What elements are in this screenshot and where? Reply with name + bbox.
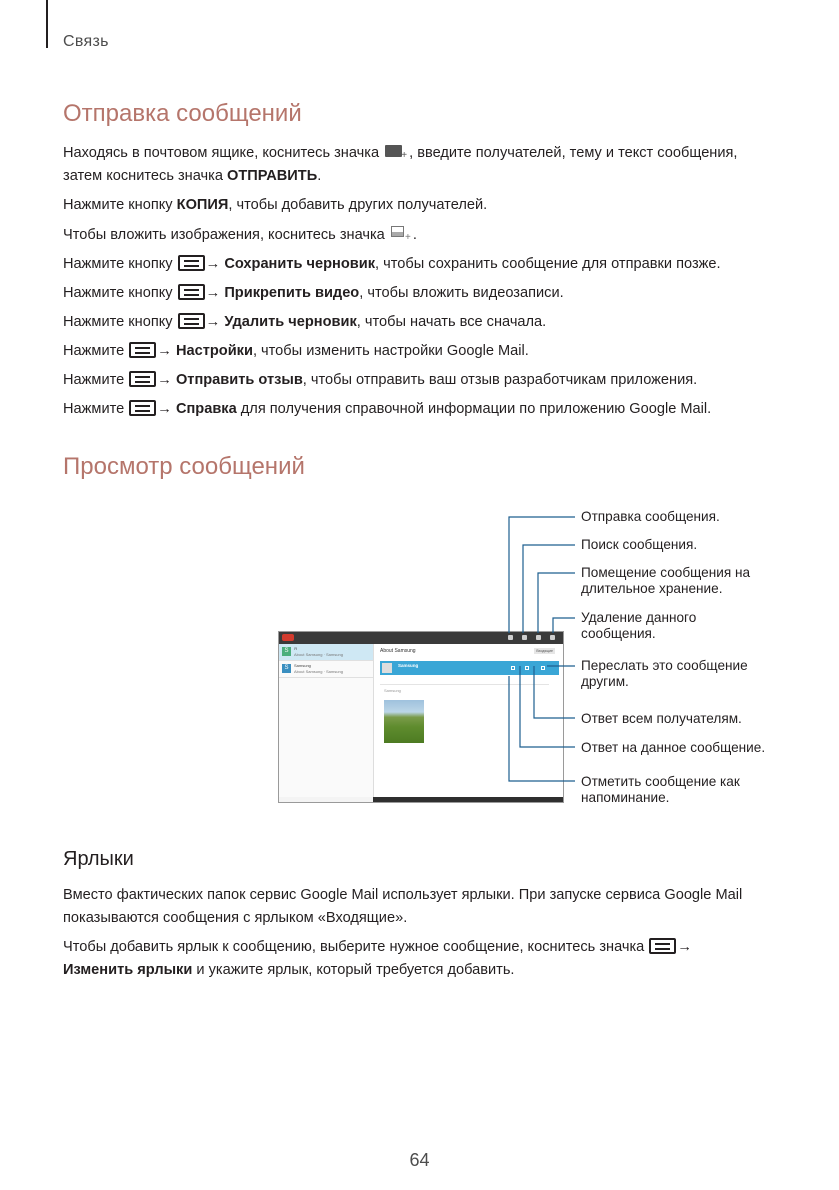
- message-subject: About Samsung: [380, 648, 416, 654]
- attach-image-icon: +: [391, 225, 411, 243]
- labels-title: Ярлыки: [63, 848, 134, 870]
- compose-icon: +: [385, 143, 407, 161]
- list-item[interactable]: S Я About Samsung · Samsung: [279, 644, 373, 661]
- callout-line-send: [509, 517, 575, 633]
- inbox-label[interactable]: Входящие: [536, 649, 553, 653]
- callout-forward: Переслать это сообщение другим.: [581, 658, 748, 689]
- send-line-5: Нажмите кнопку → Сохранить черновик, чтобы сохранить сообщение для отправки позже.: [63, 256, 721, 272]
- send-line-2: затем коснитесь значка ОТПРАВИТЬ.: [63, 168, 322, 184]
- callout-reply-all: Ответ всем получателям.: [581, 711, 742, 726]
- labels-para-1-line-2: показываются сообщения с ярлыком «Входящие».: [63, 910, 408, 926]
- callout-line-search: [523, 545, 575, 633]
- send-line-8: Нажмите → Настройки, чтобы изменить настройки Google Mail.: [63, 343, 529, 359]
- callout-line-reply-all: [534, 666, 575, 718]
- callout-remind: Отметить сообщение как напоминание.: [581, 774, 740, 805]
- list-item[interactable]: S Samsung About Samsung · Samsung: [279, 661, 373, 678]
- send-line-7: Нажмите кнопку → Удалить черновик, чтобы начать все сначала.: [63, 314, 547, 330]
- section-label: Связь: [63, 33, 109, 50]
- message-sender: Samsung: [398, 663, 419, 668]
- send-line-3: Нажмите кнопку КОПИЯ, чтобы добавить других получателей.: [63, 197, 488, 213]
- send-line-1: Находясь в почтовом ящике, коснитесь значка + , введите получателей, тему и текст сообщения,: [63, 145, 738, 161]
- callout-line-archive: [538, 573, 575, 633]
- message-body-line: Samsung: [384, 688, 401, 693]
- send-line-4: Чтобы вложить изображения, коснитесь значка + .: [63, 227, 417, 243]
- labels-para-2-line-1: Чтобы добавить ярлык к сообщению, выберите нужное сообщение, коснитесь значка →: [63, 939, 692, 955]
- callout-send: Отправка сообщения.: [581, 509, 720, 524]
- labels-para-2-line-2: Изменить ярлыки и укажите ярлык, который требуется добавить.: [63, 962, 515, 978]
- send-line-10: Нажмите → Справка для получения справочной информации по приложению Google Mail.: [63, 401, 712, 417]
- callout-line-reply: [520, 666, 575, 747]
- send-line-9: Нажмите → Отправить отзыв, чтобы отправить ваш отзыв разработчикам приложения.: [63, 372, 698, 388]
- send-line-6: Нажмите кнопку → Прикрепить видео, чтобы вложить видеозаписи.: [63, 285, 564, 301]
- callout-search: Поиск сообщения.: [581, 537, 698, 552]
- callout-reply: Ответ на данное сообщение.: [581, 740, 766, 755]
- send-title: Отправка сообщений: [63, 100, 302, 127]
- callout-line-remind: [509, 676, 575, 781]
- page-number: 64: [409, 1150, 430, 1170]
- menu-icon: [649, 938, 676, 954]
- callout-delete: Удаление данного сообщения.: [581, 610, 697, 641]
- view-title: Просмотр сообщений: [63, 453, 305, 480]
- callout-line-delete: [553, 618, 575, 633]
- labels-para-1-line-1: Вместо фактических папок сервис Google Mail использует ярлыки. При запуске сервиса Google Mail: [63, 887, 743, 903]
- callout-archive: Помещение сообщения на длительное хранение.: [581, 565, 751, 596]
